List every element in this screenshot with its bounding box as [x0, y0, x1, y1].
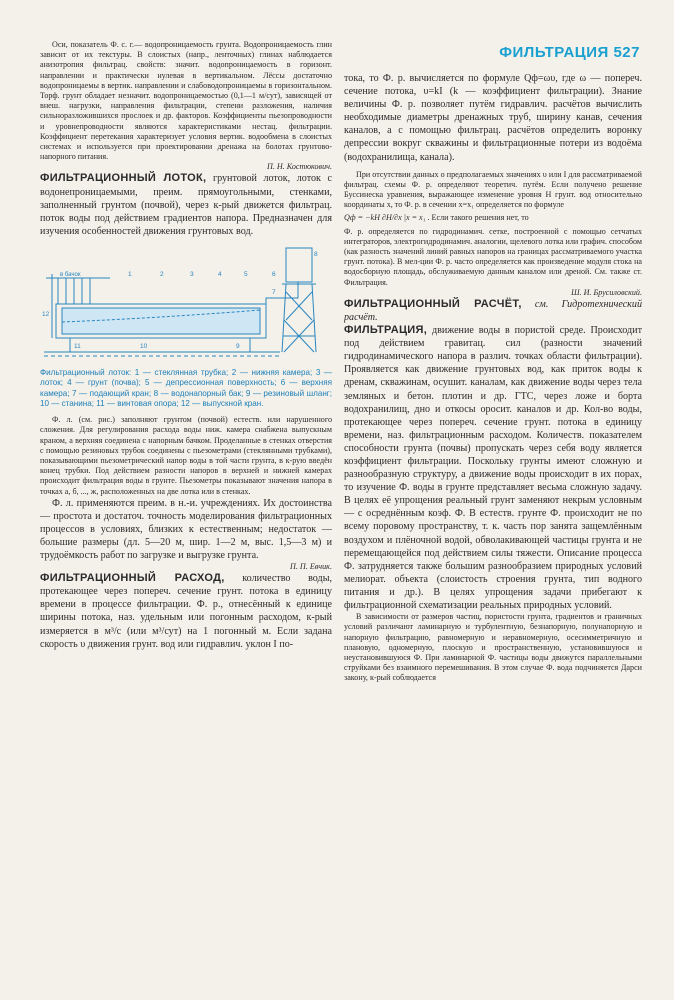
figure-number: 11 [74, 342, 81, 350]
entry-rashod [40, 572, 332, 651]
figure-caption: Фильтрационный лоток: 1 — стеклянная трубка; 2 — нижняя камера; 3 — лоток; 4 — грунт (почва); 5 — депрессионная поверхность; 6 — верхняя камера; 7 — подающий кран; 8 — водонапорный бак; 9 — резиновый шланг; 10 — станина; 11 — винтовая опора; 12 — выпускной кран. [40, 367, 332, 408]
formula-tail: . Если такого решения нет, то [427, 213, 529, 223]
paragraph: При отсутствии данных о предполагаемых значениях υ или I для рассматриваемой фильтрац. схемы Ф. р. определяют теоретич. путём. Если получено решение Буссинеска уравнения, выражающее изменение уровня H грунт. вод относительно координаты x, то Ф. р. в сечении x=x₁ определяется по формуле [344, 169, 642, 210]
entry-text: количество воды, протекающее через попереч. сечение грунт. потока в единицу времени в процессе фильтрации. Ф. р., отнесённый к единице ширины потока, наз. удельным или погонным расходом, к-рый измеряется в м³/с (или м³/сут) на 1 погонный м. Если задана скорость υ движения грунт. вод или гидравлич. уклон I по- [40, 573, 332, 650]
right-column [344, 72, 642, 960]
entry-headword: ФИЛЬТРАЦИОННЫЙ ЛОТОК, [40, 172, 207, 185]
formula: Qф = −kH ∂H/∂x |x = x₁ [344, 213, 426, 223]
entry-raschet [344, 298, 642, 324]
paragraph: В зависимости от размеров частиц, пористости грунта, градиентов и граничных условий различают ламинарную и турбулентную, безнапорную, полунапорную и напорную фильтрацию, равномерную и неравномерную, осесимметричную и плановую, одномерную, плоскую и пространственную, установившуюся и неустановившуюся Ф. При ламинарной Ф. частицы воды движутся параллельными струйками без взаимного перемешивания. В этом случае Ф. вода подчиняется Дарси закону, к-рый соблюдается [344, 612, 642, 683]
figure-number: 10 [140, 342, 148, 350]
signature: Ш. И. Брусиловский. [571, 287, 642, 297]
entry-lotok [40, 172, 332, 237]
tank-label: в бачок [60, 271, 81, 278]
water-tank [286, 248, 312, 282]
figure-number: 3 [190, 270, 194, 278]
figure-number: 4 [218, 270, 222, 278]
signature: П. П. Евчик. [290, 562, 332, 572]
entry-text: движение воды в пористой среде. Происходит под действием гравитац. сил (разности значений гидродинамического напора в различ. точках области фильтрации). Проявляется как движение грунтовых вод, как приток воды к дренам, скважинам, осушит. каналам, как движение воды через тела земляных и бетон. плотин и др. ГТС, через ложе и борта водохранилищ, дно и откосы оросит. каналов и др. Кол-во воды, протекающее через попереч. сечение грунт. потока в единицу времени, наз. фильтрационным расходом. Количеств. показателем способности грунта (почвы) пропускать через себя воду является коэффициент фильтрации. Поскольку грунты имеют сложную и разнообразную структуру, а движение воды происходит в их порах, то изучение Ф. воды в грунте представляет весьма сложную задачу. В целях её упрощения реальный грунт заменяют некрым условным — с осреднённым коэф. Ф. В естеств. грунте Ф. происходит не по всему поровому пространству, т. к. часть пор занята защемлённым воздухом и плёночной водой, обволакивающей частицы грунта и не перемещающейся под действием силы тяжести. Описание процесса Ф. затрудняется также большим разнообразием природных условий мелиорат. объекта (слоистость строения грунта, тип водного питания и др.). В целях упрощения задачи прибегают к фильтрационной схематизации реальных природных условий. [344, 325, 642, 612]
figure-number: 5 [244, 270, 248, 278]
figure-number: 8 [314, 250, 318, 258]
figure-number: 9 [236, 342, 240, 350]
paragraph: тока, то Ф. р. вычисляется по формуле Qф=ωυ, где ω — попереч. сечение потока, υ=kI (k — коэффициент фильтрации). Знание величины Ф. р. позволяет путём гидравлич. расчётов вычислить необходимые диаметры дренажных труб, ширину канав, сечения каналов, а с помощью фильтрац. расчётов определить воронку депрессии вокруг скважины и фильтрационные потери из водоёма (водохранилища, канала). [344, 73, 642, 163]
paragraph: Ф. л. (см. рис.) заполняют грунтом (почвой) естеств. или нарушенного сложения. Для регулирования расхода воды ниж. камера снабжена выпускным краном, а верхняя соединена с напорным бачком. Проделанные в стенках отверстия с помощью резиновых трубок соединены с пьезометрами (стеклянными трубками), показывающими пьезометрический напор воды в той части грунта, в к-рую введён конец трубки. Под действием разности напоров в верхней и нижней камерах происходит фильтрация воды в грунте. Пьезометры показывают значения напора в точках a, б, ..., ж, расположенных на две лотка или в стенках. [40, 415, 332, 496]
entry-text: грунтовой лоток, лоток с водонепроницаемыми, преим. прямоугольными, стенками, заполненный грунтом (почвой), через к-рый движется фильтрац. поток воды под действием градиентов напора. Предназначен для изучения особенностей движения грунтовых вод. [40, 173, 332, 237]
tray-diagram [40, 244, 332, 362]
figure-number: 7 [272, 288, 276, 296]
entry-filtratsiya [344, 324, 642, 612]
paragraph: Оси, показатель Ф. с. г.— водопроницаемость грунта. Водопроницаемость глин зависит от их текстуры. В слоистых (напр., ленточных) глинах наблюдается анизотропия фильтрац. свойств: значит. водопроницаемость в горизонт. направлении и практически нулевая в вертикальном. Лёссы достаточно водопроницаемы в вертик. направлении и слабоводопроницаемы в горизонтальном. Торф. грунт обладает незначит. водопроницаемостью (0,1—1 м/сут), зависящей от внеш. нагрузки, направления фильтрации, степени разложения, наличия сильноразложившихся прослоек и др. факторов. Коэффициенты пьезопроводности и уровнепроводности являются характеристиками нестац. фильтрации. Коэффициент перетекания характеризует условия вертик. водообмена в слоистых системах и используется при проектировании дренажа на болотах грунтово-напорного питания. [40, 40, 332, 162]
entry-headword: ФИЛЬТРАЦИОННЫЙ РАСХОД, [40, 572, 225, 585]
entry-headword: ФИЛЬТРАЦИОННЫЙ РАСЧЁТ, [344, 297, 522, 310]
figure-filtration-tray [40, 244, 332, 362]
figure-number: 6 [272, 270, 276, 278]
figure-number: 12 [42, 310, 50, 318]
entry-headword: ФИЛЬТРАЦИЯ, [344, 324, 428, 337]
left-column [40, 40, 332, 960]
entry-text: см. Гидротехнический расчёт. [344, 298, 642, 323]
figure-number: 1 [128, 270, 132, 278]
paragraph: Ф. р. определяется по гидродинамич. сетке, построенной с помощью сетчатых интеграторов, электрогидродинамич. аналогии, щелевого лотка или графич. способом (как разность значений линий равных напоров на границах рассматриваемого участка грунт. потока). В мел-ции Ф. р. часто определяется как произведение модуля стока на водосборную площадь, обслуживаемую данным каналом или дреной. См. также ст. Фильтрация. [344, 226, 642, 287]
paragraph: Ф. л. применяются преим. в н.-и. учреждениях. Их достоинства — простота и достаточ. точность моделирования фильтрационных процессов в условиях, близких к естественным; недостаток — большие размеры (дл. 5—20 м, шир. 1—2 м, выс. 1,5—3 м) и трудоёмкость работ по загрузке и выгрузке грунта. [40, 497, 332, 562]
figure-number: 2 [160, 270, 164, 278]
formula-line [344, 213, 642, 223]
signature: П. Н. Костюкович. [266, 162, 332, 172]
page-header: ФИЛЬТРАЦИЯ 527 [499, 44, 640, 61]
